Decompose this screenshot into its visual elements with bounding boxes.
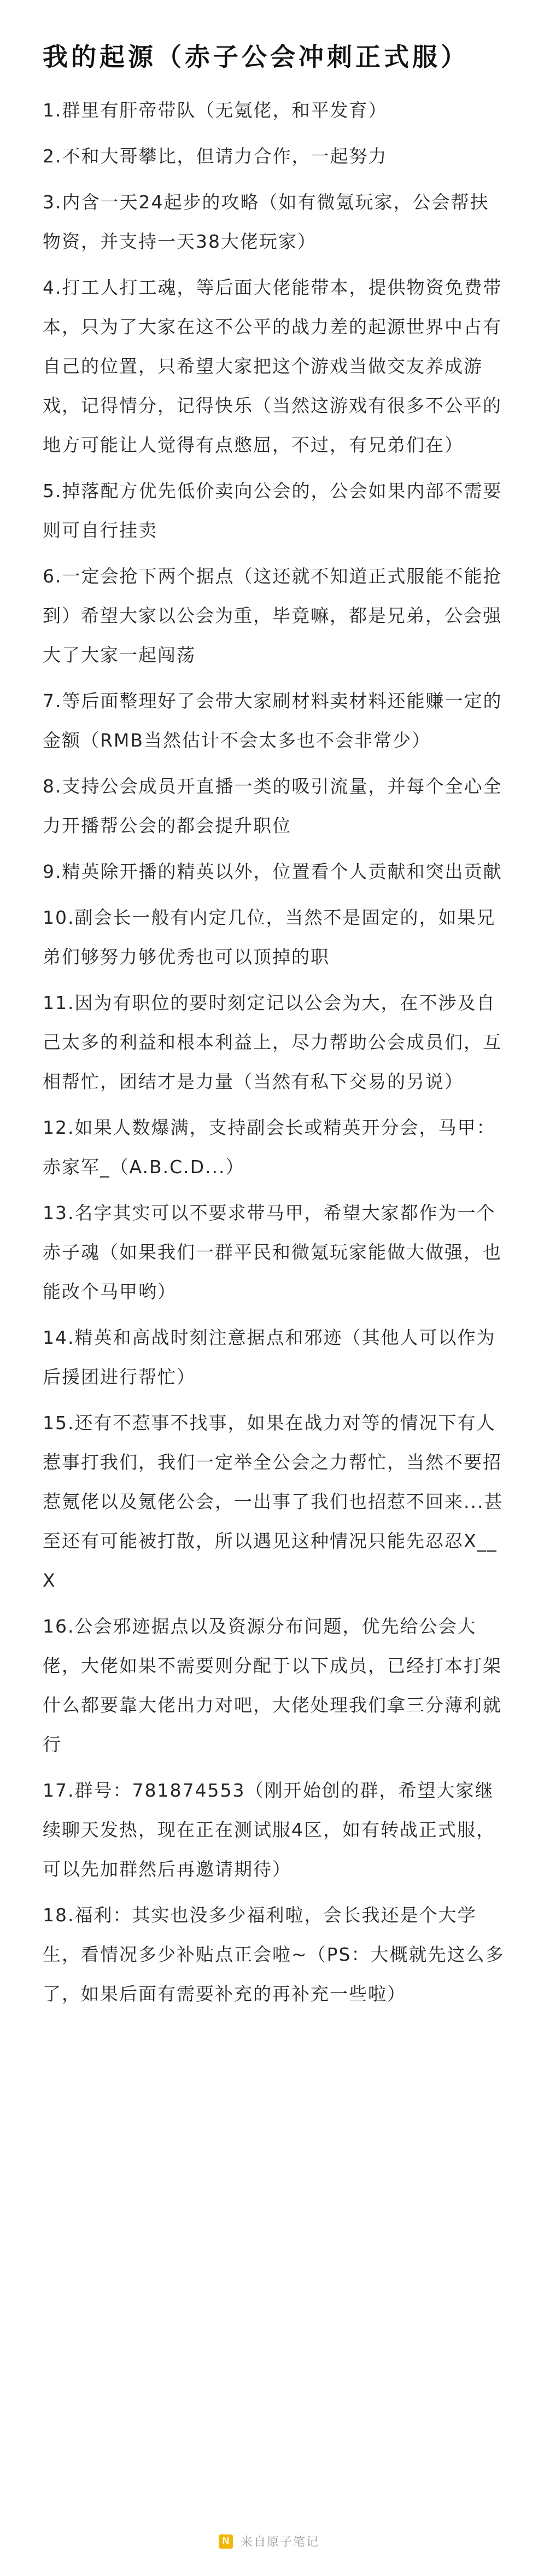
list-item: 8.支持公会成员开直播一类的吸引流量，并每个全心全力开播帮公会的都会提升职位 [43,776,502,836]
list-item: 9.精英除开播的精英以外，位置看个人贡献和突出贡献 [43,861,502,882]
list-item: 18.福利：其实也没多少福利啦，会长我还是个大学生，看情况多少补贴点正会啦~（PS：大概就先这么多了，如果后面有需要补充的再补充一些啦） [43,1904,505,2004]
list-item: 6.一定会抢下两个据点（这还就不知道正式服能不能抢到）希望大家以公会为重，毕竟嘛，都是兄弟，公会强大了大家一起闯荡 [43,566,502,666]
list-item: 3.内含一天24起步的攻略（如有微氪玩家，公会帮扶物资，并支持一天38大佬玩家） [43,191,489,252]
list-item: 12.如果人数爆满，支持副会长或精英开分会，马甲：赤家军_（A.B.C.D...） [43,1117,496,1178]
list-item: 7.等后面整理好了会带大家刷材料卖材料还能赚一定的金额（RMB当然估计不会太多也不会非常少） [43,690,502,751]
list-item: 13.名字其实可以不要求带马甲，希望大家都作为一个赤子魂（如果我们一群平民和微氪玩家能做大做强，也能改个马甲哟） [43,1202,502,1302]
footer-text: 来自原子笔记 [240,2536,319,2549]
list-item: 17.群号：781874553（刚开始创的群，希望大家继续聊天发热，现在正在测试服4区，如有转战正式服，可以先加群然后再邀请期待） [43,1780,495,1880]
list-item: 5.掉落配方优先低价卖向公会的，公会如果内部不需要则可自行挂卖 [43,480,502,541]
list-item: 11.因为有职位的要时刻定记以公会为大，在不涉及自己太多的利益和根本利益上，尽力帮助公会成员们，互相帮忙，团结才是力量（当然有私下交易的另说） [43,992,502,1092]
list-item: 10.副会长一般有内定几位，当然不是固定的，如果兄弟们够努力够优秀也可以顶掉的职 [43,907,496,968]
page-title: 我的起源（赤子公会冲刺正式服） [43,42,469,72]
list-item: 15.还有不惹事不找事，如果在战力对等的情况下有人惹事打我们，我们一定举全公会之力帮忙，当然不要招惹氪佬以及氪佬公会，一出事了我们也招惹不回来...甚至还有可能被打散，所以遇见这种情况只能先忍忍X__X [43,1412,504,1591]
list-item: 16.公会邪迹据点以及资源分布问题，优先给公会大佬，大佬如果不需要则分配于以下成员，已经打本打架什么都要靠大佬出力对吧，大佬处理我们拿三分薄利就行 [43,1616,502,1755]
footer [0,2533,538,2550]
list-item: 2.不和大哥攀比，但请力合作，一起努力 [43,145,388,167]
list-item: 14.精英和高战时刻注意据点和邪迹（其他人可以作为后援团进行帮忙） [43,1327,496,1388]
list-item: 4.打工人打工魂，等后面大佬能带本，提供物资免费带本，只为了大家在这不公平的战力差的起源世界中占有自己的位置，只希望大家把这个游戏当做交友养成游戏，记得情分，记得快乐（当然这游戏有很多不公平的地方可能让人觉得有点憋屈，不过，有兄弟们在） [43,277,502,456]
notes-app-icon: N [219,2534,233,2549]
list-item: 1.群里有肝帝带队（无氪佬，和平发育） [43,100,388,121]
